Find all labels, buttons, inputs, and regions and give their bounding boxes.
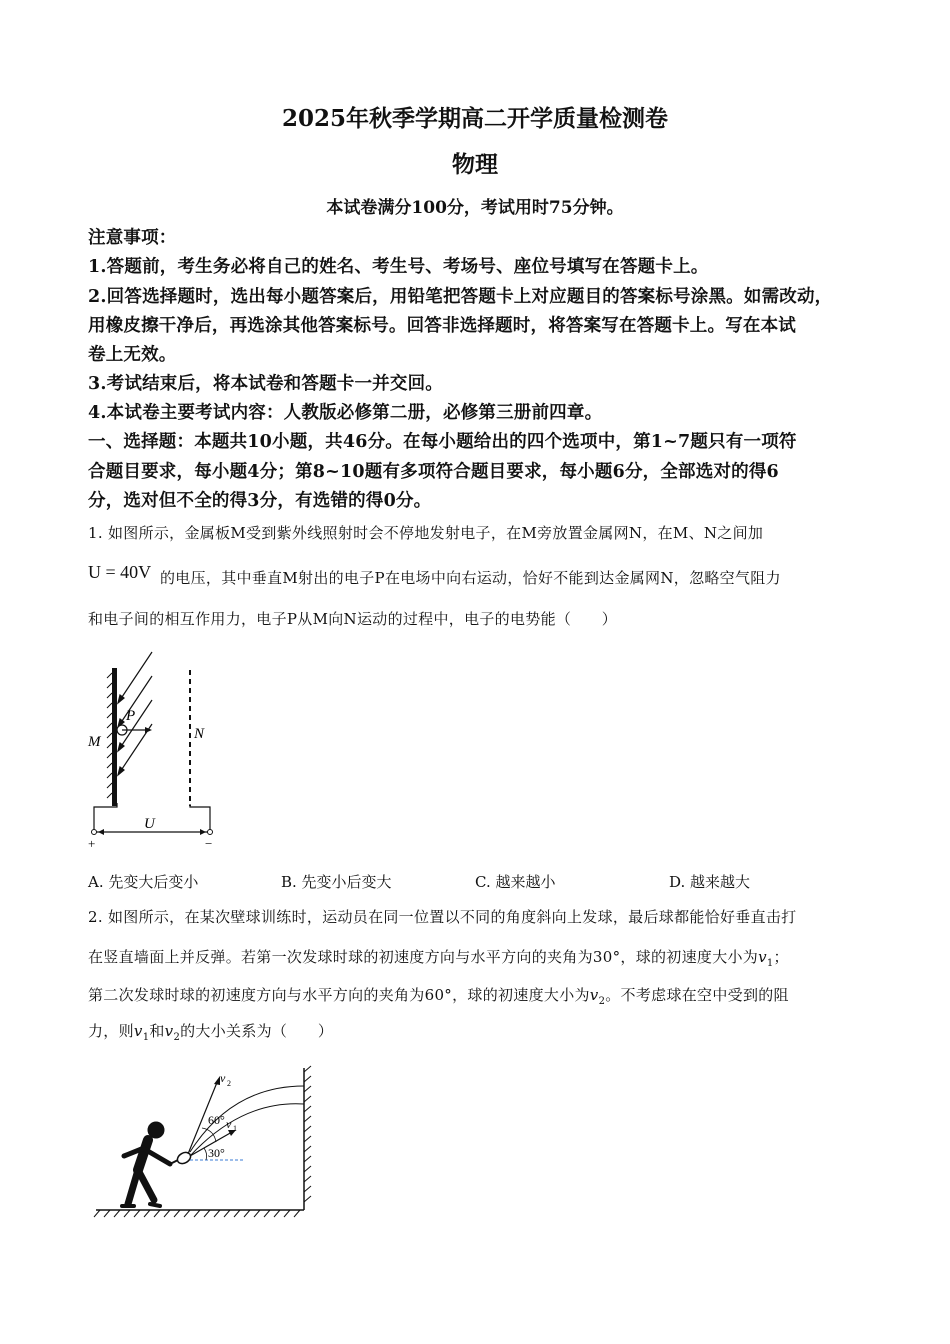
player-silhouette bbox=[122, 1122, 170, 1206]
question-2-line-3: 第二次发球时球的初速度方向与水平方向的夹角为60°，球的初速度大小为$v_2$。不考虑球在空中受到的阻 bbox=[88, 986, 789, 1007]
note-item-2-line-1: 2.回答选择题时，选出每小题答案后，用铅笔把答题卡上对应题目的答案标号涂黑。如需改动， bbox=[88, 287, 833, 307]
question-1-line-2: 的电压，其中垂直M射出的电子P在电场中向右运动，恰好不能到达金属网N，忽略空气阻力 bbox=[160, 569, 781, 587]
label-angle-30: 30° bbox=[208, 1146, 225, 1160]
subject-title: 物理 bbox=[452, 151, 498, 178]
question-1-line-1: 1. 如图所示，金属板M受到紫外线照射时会不停地发射电子，在M旁放置金属网N，在M、N之间加 bbox=[88, 524, 764, 542]
question-2-line-2: 在竖直墙面上并反弹。若第一次发球时球的初速度方向与水平方向的夹角为30°，球的初速度大小为$v_1$； bbox=[88, 948, 789, 969]
label-v1: v bbox=[226, 1117, 232, 1131]
label-v2-sub: 2 bbox=[227, 1079, 231, 1088]
section-1-line-2: 合题目要求，每小题4分；第8~10题有多项符合题目要求，每小题6分，全部选对的得6 bbox=[88, 462, 779, 482]
question-1-option-d: D. 越来越大 bbox=[669, 873, 751, 891]
note-item-1: 1.答题前，考生务必将自己的姓名、考生号、考场号、座位号填写在答题卡上。 bbox=[88, 257, 709, 277]
question-1-option-c: C. 越来越小 bbox=[475, 873, 556, 891]
label-v2: v bbox=[220, 1071, 226, 1085]
angle-arc-60 bbox=[202, 1128, 216, 1142]
question-1-formula: U = 40V bbox=[88, 562, 152, 582]
question-2-line-1: 2. 如图所示，在某次壁球训练时，运动员在同一位置以不同的角度斜向上发球，最后球都能恰好垂直击打 bbox=[88, 908, 797, 926]
section-1-line-1: 一、选择题：本题共10小题，共46分。在每小题给出的四个选项中，第1~7题只有一项符 bbox=[88, 432, 797, 452]
exam-info: 本试卷满分100分，考试用时75分钟。 bbox=[326, 198, 624, 218]
label-plus: + bbox=[88, 836, 96, 851]
note-item-4: 4.本试卷主要考试内容：人教版必修第二册，必修第三册前四章。 bbox=[88, 403, 603, 423]
racket bbox=[175, 1150, 192, 1166]
label-u: U bbox=[144, 816, 155, 832]
angle-arc-30 bbox=[204, 1148, 207, 1160]
note-item-3: 3.考试结束后，将本试卷和答题卡一并交回。 bbox=[88, 374, 443, 394]
question-1-option-a: A. 先变大后变小 bbox=[88, 873, 199, 891]
label-angle-60: 60° bbox=[208, 1113, 225, 1127]
note-item-2-line-3: 卷上无效。 bbox=[88, 345, 177, 365]
question-1-line-3: 和电子间的相互作用力，电子P从M向N运动的过程中，电子的电势能（ ） bbox=[88, 610, 618, 628]
notes-heading: 注意事项： bbox=[88, 228, 177, 248]
wall-hatching bbox=[304, 1066, 311, 1202]
question-1-option-b: B. 先变小后变大 bbox=[281, 873, 392, 891]
ground-hatching bbox=[94, 1210, 300, 1217]
label-minus: − bbox=[205, 836, 213, 851]
note-item-2-line-2: 用橡皮擦干净后，再选涂其他答案标号。回答非选择题时，将答案写在答题卡上。写在本试 bbox=[88, 316, 796, 336]
plate-hatching bbox=[107, 673, 112, 798]
question-2-figure bbox=[92, 1060, 332, 1220]
section-1-line-3: 分，选对但不全的得3分，有选错的得0分。 bbox=[88, 491, 432, 511]
question-2-line-4: 力，则$v_1$和$v_2$的大小关系为（ ） bbox=[88, 1022, 334, 1043]
metal-plate-m bbox=[112, 668, 117, 806]
label-n: N bbox=[194, 726, 205, 742]
question-1-figure bbox=[84, 648, 224, 851]
label-m: M bbox=[88, 734, 101, 750]
label-v1-sub: 1 bbox=[233, 1124, 237, 1133]
page-title: 2025年秋季学期高二开学质量检测卷 bbox=[281, 105, 668, 132]
label-p: P bbox=[126, 708, 136, 724]
